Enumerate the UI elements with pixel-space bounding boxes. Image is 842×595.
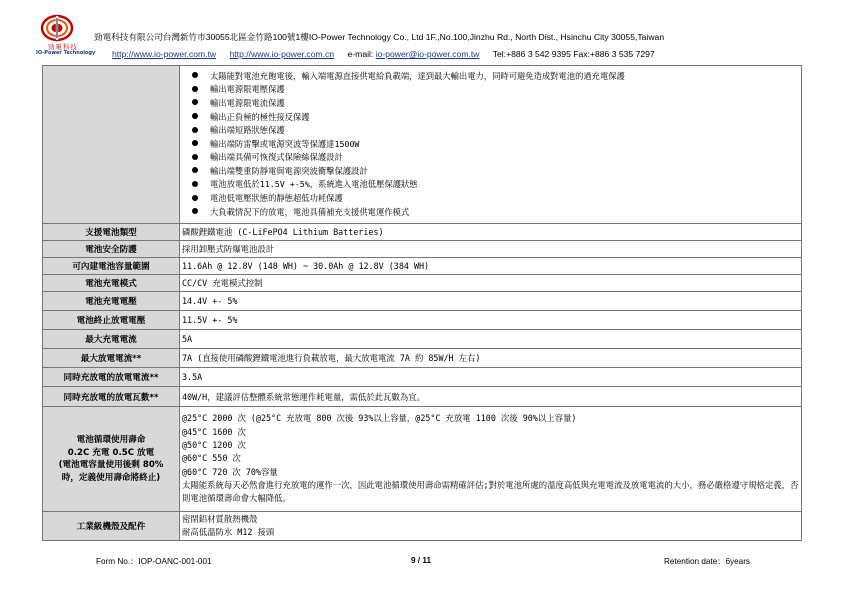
email-label: e-mail: [347, 49, 374, 59]
list-item: 輸出端防雷擊或電源突波等保護達1500W [186, 138, 801, 152]
bullet-icon [192, 167, 198, 173]
list-item: 太陽能對電池充飽電後，輸入端電源直接供電給負載端，達到最大輸出電力，同時可避免造成對電池的過充電保護 [186, 70, 801, 84]
table-row [43, 275, 802, 292]
website-cn-link[interactable]: http://www.io-power.com.cn [229, 49, 335, 59]
tel-fax: Tel:+886 3 542 9395 Fax:+886 3 535 7297 [492, 49, 655, 59]
list-item: 電池放電低於11.5V +-5%，系統進入電池低壓保護狀態 [186, 178, 801, 192]
bullet-icon [192, 181, 198, 187]
spec-label: 支援電池類型 [43, 224, 180, 241]
spec-label: 電池安全防護 [43, 241, 180, 258]
protection-label-cell [43, 66, 180, 224]
protection-row [43, 66, 802, 224]
spec-value: 採用卸壓式防爆電池設計 [180, 241, 802, 258]
spec-label: 電池充電模式 [43, 275, 180, 292]
spec-value: 磷酸鋰鐵電池 (C-LiFePO4 Lithium Batteries) [180, 224, 802, 241]
list-item: 輸出正負極的極性接反保護 [186, 111, 801, 125]
spec-label: 最大充電電流 [43, 330, 180, 349]
spec-value: 11.6Ah @ 12.8V (148 WH) ~ 30.0Ah @ 12.8V (384 WH) [180, 258, 802, 275]
page-number: 9 / 11 [410, 556, 432, 565]
cycle-life-values [180, 407, 802, 512]
spec-table [42, 65, 802, 541]
bullet-icon [192, 72, 198, 78]
company-address: 勁電科技有限公司台灣新竹市30055北區金竹路100號1樓IO-Power Technology Co., Ltd 1F.,No.100,Jinzhu Rd., North Dist., Hsinchu City 30055,Taiwan [94, 32, 665, 42]
bullet-icon [192, 154, 198, 160]
list-item: 輸出端具備可恢復式保險絲保護設計 [186, 151, 801, 165]
industrial-values [180, 512, 802, 541]
website-tw-link[interactable]: http://www.io-power.com.tw [112, 49, 217, 59]
bullet-icon [192, 99, 198, 105]
cycle-line: @45°C 1600 次 [182, 426, 246, 437]
list-item: 輸出端短路狀態保護 [186, 124, 801, 138]
bullet-icon [192, 86, 198, 92]
table-row [43, 387, 802, 407]
list-item: 輸出端雙重防靜電與電源突波衝擊保護設計 [186, 165, 801, 179]
industrial-label: 工業級機殼及配件 [43, 512, 180, 541]
industrial-line: 密閉鋁材質散熱機殼 [182, 513, 258, 524]
list-item: 電池低電壓狀態的靜態超低功耗保護 [186, 192, 801, 206]
cycle-line: @50°C 1200 次 [182, 440, 246, 451]
table-row [43, 292, 802, 311]
spec-value: 7A (直接使用磷酸鋰鐵電池進行負載放電，最大放電電流 7A 約 85W/H 左右) [180, 349, 802, 368]
bullet-icon [192, 195, 198, 201]
cycle-line: @25°C 2000 次 (@25°C 充放電 800 次後 93%以上容量，@25°C 充放電 1100 次後 90%以上容量) [182, 413, 577, 424]
industrial-line: 耐高低溫防水 M12 接頭 [182, 527, 275, 537]
cycle-line: @60°C 550 次 [182, 453, 241, 464]
bullet-icon [192, 140, 198, 146]
io-power-logo-icon [40, 14, 74, 42]
table-row [43, 512, 802, 541]
table-row [43, 368, 802, 387]
bullet-icon [192, 113, 198, 119]
spec-label: 最大放電電流** [43, 349, 180, 368]
bullet-icon [192, 208, 198, 214]
table-row [43, 330, 802, 349]
logo-english-name: IO-Power Technology [36, 50, 96, 56]
list-item: 輸出電源限電壓保護 [186, 83, 801, 97]
list-item: 輸出電源限電流保護 [186, 97, 801, 111]
spec-label: 電池終止放電電壓 [43, 311, 180, 330]
spec-value: 11.5V +- 5% [180, 311, 802, 330]
table-row [43, 258, 802, 275]
page-footer [0, 556, 842, 570]
contact-line [112, 49, 655, 59]
cycle-life-row [43, 407, 802, 512]
list-item: 大負載情況下的放電，電池具備補充支援供電運作模式 [186, 206, 801, 220]
cycle-note: 太陽能系統每天必然會進行充放電的運作一次，因此電池循環使用壽命需精確評估;對於電池所處的溫度高低與充電電流及放電電流的大小，務必嚴格遵守規格定義，否則電池循環壽命會大幅降低。 [182, 479, 799, 504]
spec-value: CC/CV 充電模式控制 [180, 275, 802, 292]
cycle-line: @60°C 720 次 70%容量 [182, 466, 278, 477]
cycle-life-label: 電池循環使用壽命 0.2C 充電 0.5C 放電 (電池電容量使用後剩 80% 時，定義使用壽命將終止) [43, 407, 180, 512]
protection-list [182, 68, 801, 222]
email-link[interactable]: io-power@io-power.com.tw [375, 49, 480, 59]
spec-value: 40W/H，建議評估整體系統常態運作耗電量，需低於此瓦數為宜。 [180, 387, 802, 407]
bullet-icon [192, 127, 198, 133]
spec-value: 5A [180, 330, 802, 349]
spec-label: 同時充放電的放電電流** [43, 368, 180, 387]
spec-label: 同時充放電的放電瓦數** [43, 387, 180, 407]
table-row [43, 349, 802, 368]
table-row [43, 311, 802, 330]
logo-chinese-name: 勁電科技 [48, 43, 78, 51]
page-header [0, 0, 842, 62]
form-number: Form No.：IOP-OANC-001-001 [96, 557, 212, 566]
spec-value: 14.4V +- 5% [180, 292, 802, 311]
table-row [43, 241, 802, 258]
spec-value: 3.5A [180, 368, 802, 387]
table-row [43, 224, 802, 241]
spec-label: 可內建電池容量範圍 [43, 258, 180, 275]
spec-label: 電池充電電壓 [43, 292, 180, 311]
protection-list-cell [180, 66, 802, 224]
retention-date: Retention date：6years [664, 557, 751, 566]
